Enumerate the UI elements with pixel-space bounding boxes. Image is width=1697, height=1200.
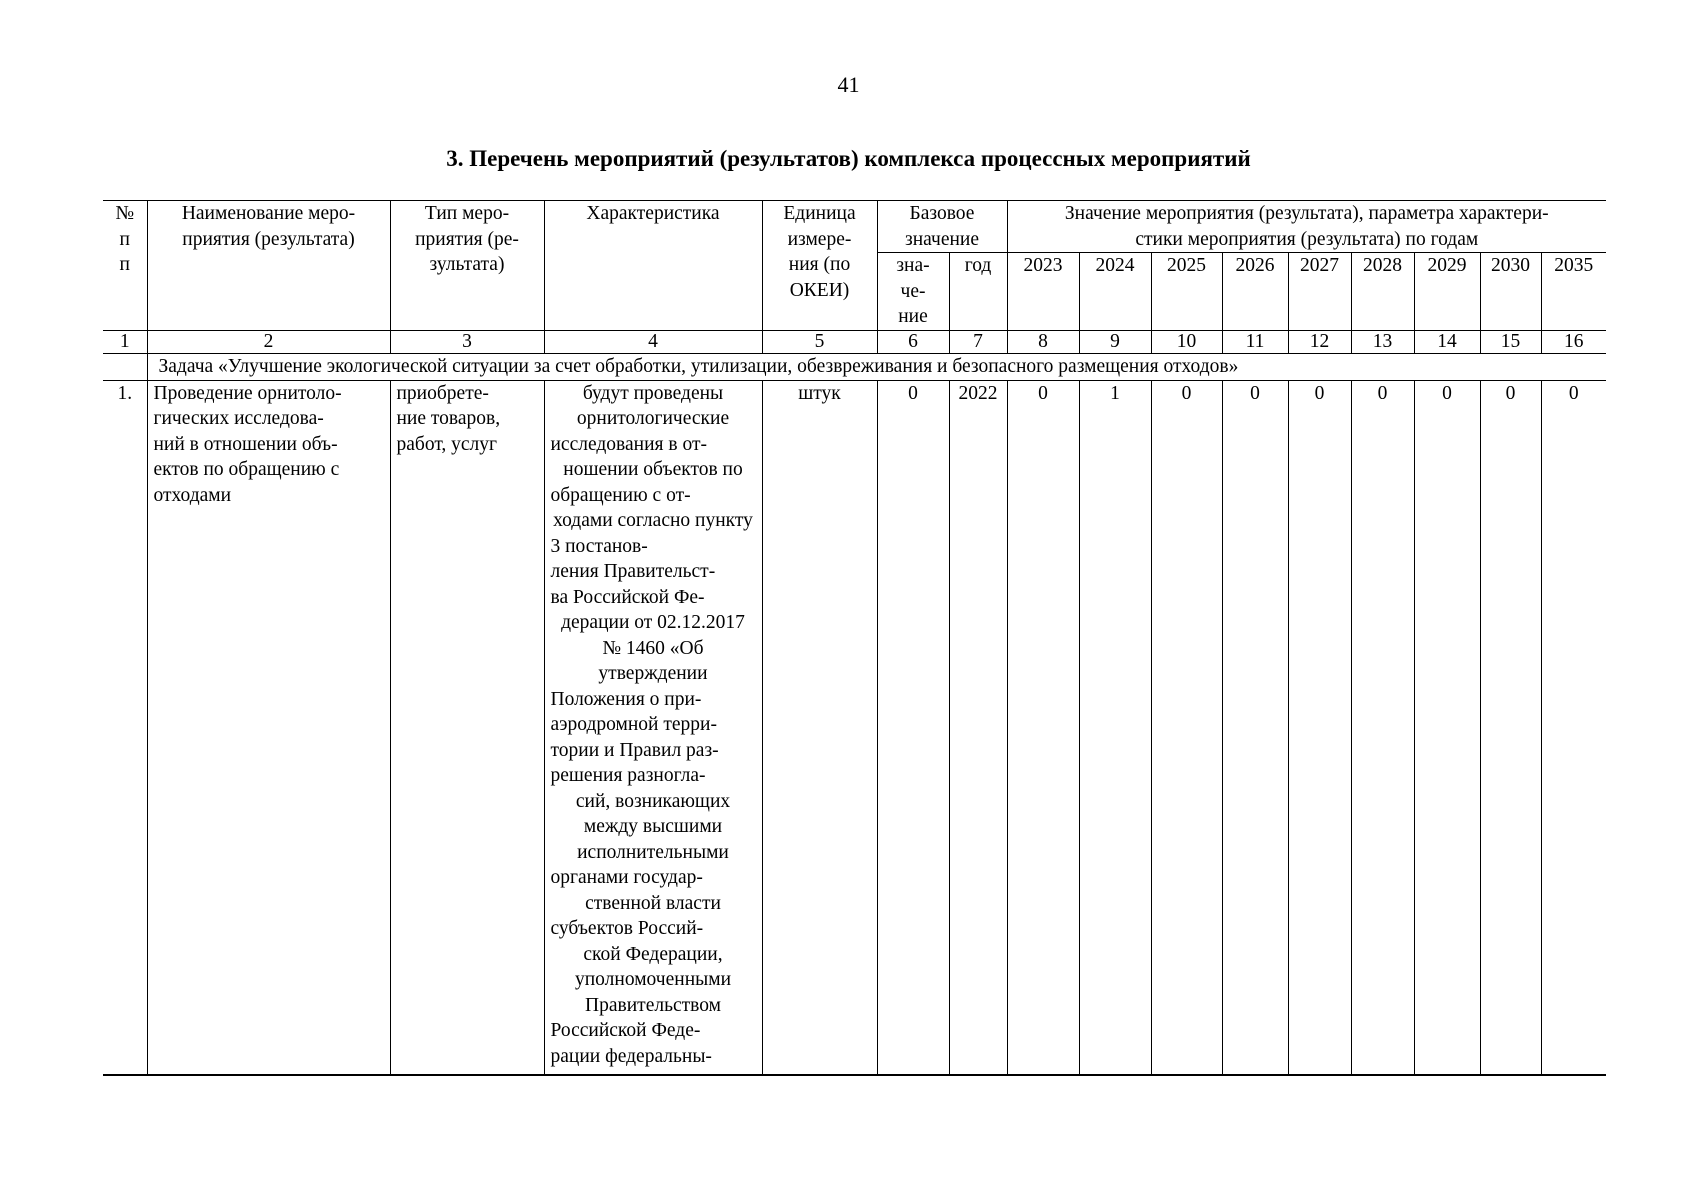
row-value-2029: 0 bbox=[1414, 380, 1480, 1075]
column-number: 4 bbox=[544, 331, 762, 354]
column-number: 16 bbox=[1541, 331, 1606, 354]
column-number: 5 bbox=[762, 331, 877, 354]
measures-table bbox=[103, 200, 1606, 1076]
table-row bbox=[103, 380, 1606, 1075]
header-unit: Единица измере- ния (по ОКЕИ) bbox=[762, 201, 877, 331]
column-number: 11 bbox=[1222, 331, 1288, 354]
row-value-2027: 0 bbox=[1288, 380, 1351, 1075]
row-base-value: 0 bbox=[877, 380, 949, 1075]
row-unit: штук bbox=[762, 380, 877, 1075]
column-number: 3 bbox=[390, 331, 544, 354]
header-characteristic: Характеристика bbox=[544, 201, 762, 331]
column-number: 12 bbox=[1288, 331, 1351, 354]
column-number: 8 bbox=[1007, 331, 1079, 354]
row-value-2028: 0 bbox=[1351, 380, 1414, 1075]
header-year: 2028 bbox=[1351, 253, 1414, 331]
header-year: 2024 bbox=[1079, 253, 1151, 331]
task-title: Задача «Улучшение экологической ситуации за счет обработки, утилизации, обезвреживания и безопасного размещения отходов» bbox=[147, 354, 1606, 381]
header-values-group: Значение мероприятия (результата), параметра характери- стики мероприятия (результата) по годам bbox=[1007, 201, 1606, 253]
header-name: Наименование меро- приятия (результата) bbox=[147, 201, 390, 331]
row-value-2035: 0 bbox=[1541, 380, 1606, 1075]
header-year: 2035 bbox=[1541, 253, 1606, 331]
row-value-2024: 1 bbox=[1079, 380, 1151, 1075]
row-value-2023: 0 bbox=[1007, 380, 1079, 1075]
page-number: 41 bbox=[837, 72, 860, 97]
row-type: приобрете- ние товаров, работ, услуг bbox=[390, 380, 544, 1075]
header-year: 2027 bbox=[1288, 253, 1351, 331]
column-number: 15 bbox=[1480, 331, 1541, 354]
page-title: 3. Перечень мероприятий (результатов) комплекса процессных мероприятий bbox=[446, 146, 1251, 171]
row-value-2025: 0 bbox=[1151, 380, 1222, 1075]
header-year: 2026 bbox=[1222, 253, 1288, 331]
column-numbers-row bbox=[103, 331, 1606, 354]
header-year: 2029 bbox=[1414, 253, 1480, 331]
row-value-2026: 0 bbox=[1222, 380, 1288, 1075]
header-base-value: зна- че- ние bbox=[877, 253, 949, 331]
column-number: 14 bbox=[1414, 331, 1480, 354]
row-base-year: 2022 bbox=[949, 380, 1007, 1075]
header-base-year: год bbox=[949, 253, 1007, 331]
column-number: 1 bbox=[103, 331, 147, 354]
row-value-2030: 0 bbox=[1480, 380, 1541, 1075]
row-characteristic: будут проведены орнитологические исследования в от- ношении объектов по обращению с от- ходами согласно пункту 3 постанов- ления Правительст- ва Российской Фе- дерации от 02.12.2017 № 1460 «Об утверждении Положения о при- аэродромной терри- тории и Правил раз- решения разногла- сий, возникающих между высшими исполнительными органами государ- ственной власти субъектов Россий- ской Федерации, уполномоченными Правительством Российской Феде- рации федеральны- bbox=[544, 380, 762, 1075]
header-row bbox=[103, 201, 1606, 253]
task-spacer bbox=[103, 354, 147, 381]
header-base: Базовое значение bbox=[877, 201, 1007, 253]
column-number: 2 bbox=[147, 331, 390, 354]
task-row bbox=[103, 354, 1606, 381]
row-name: Проведение орнитоло- гических исследова- ний в отношении объ- ектов по обращению с отходами bbox=[147, 380, 390, 1075]
column-number: 10 bbox=[1151, 331, 1222, 354]
column-number: 7 bbox=[949, 331, 1007, 354]
header-type: Тип меро- приятия (ре- зультата) bbox=[390, 201, 544, 331]
column-number: 13 bbox=[1351, 331, 1414, 354]
header-year: 2023 bbox=[1007, 253, 1079, 331]
row-num: 1. bbox=[103, 380, 147, 1075]
header-year: 2025 bbox=[1151, 253, 1222, 331]
header-year: 2030 bbox=[1480, 253, 1541, 331]
column-number: 6 bbox=[877, 331, 949, 354]
header-num: № п п bbox=[103, 201, 147, 331]
column-number: 9 bbox=[1079, 331, 1151, 354]
